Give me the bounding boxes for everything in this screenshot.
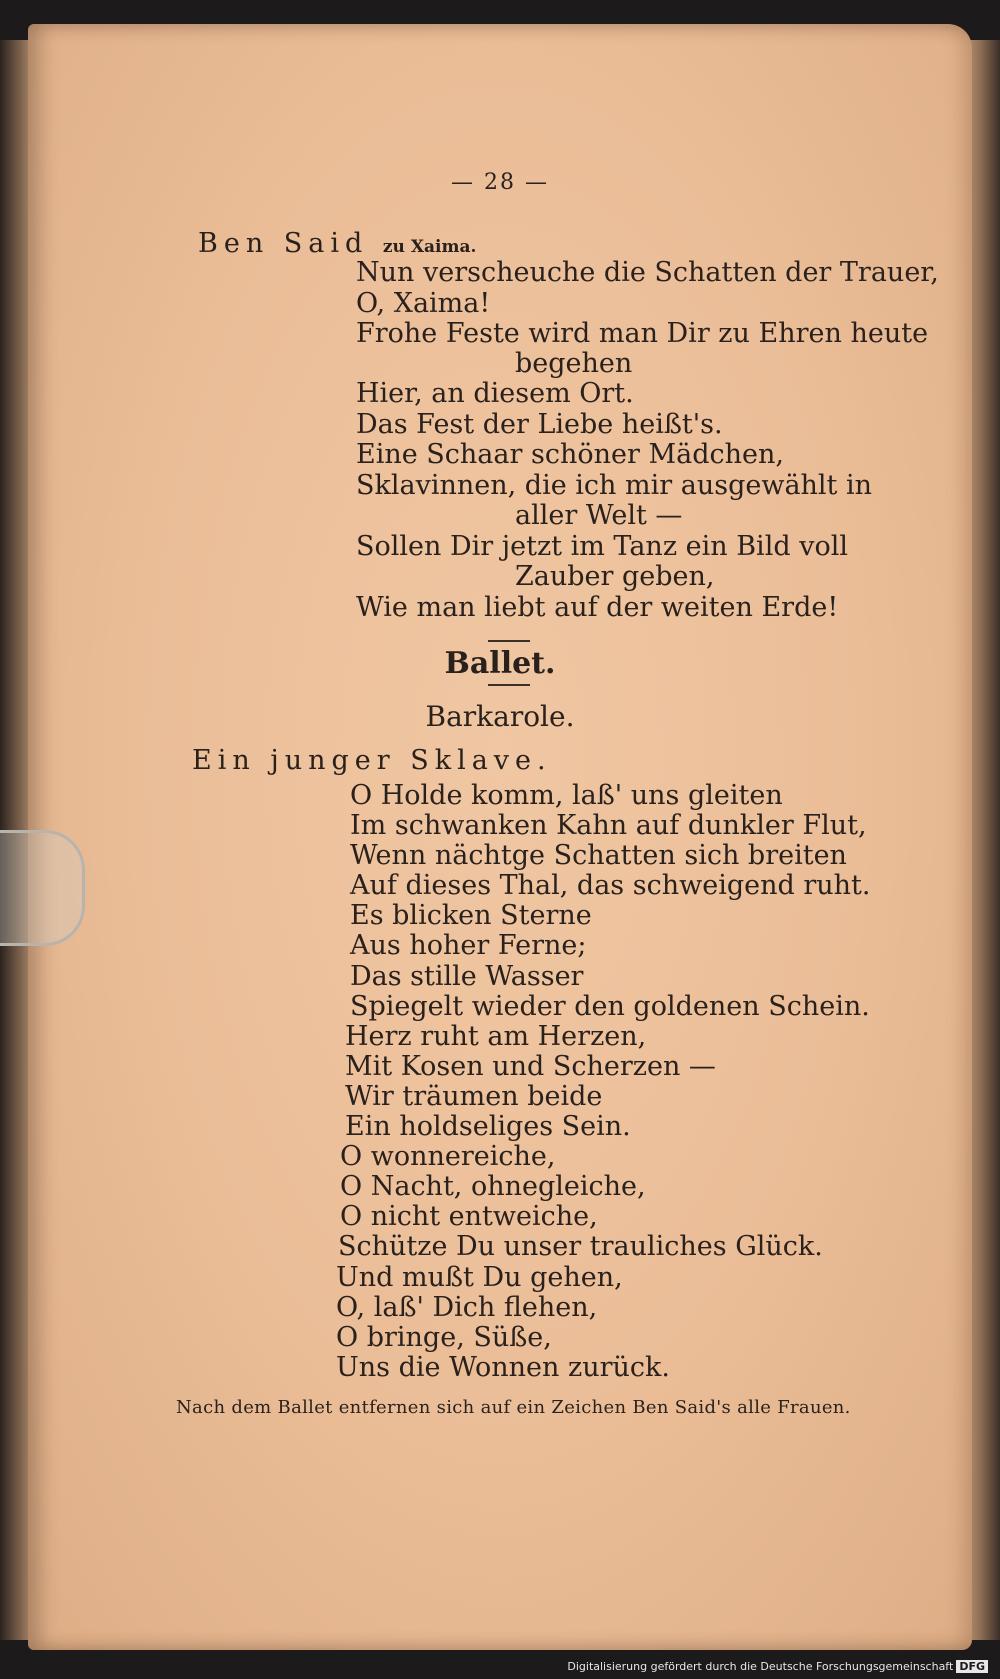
verse-line: Wir träumen beide <box>345 1081 603 1112</box>
verse-line: Aus hoher Ferne; <box>350 930 587 961</box>
heading-ballet: Ballet. <box>444 646 556 681</box>
speaker-ben-said <box>198 228 476 259</box>
verse-line: Frohe Feste wird man Dir zu Ehren heute <box>356 318 929 349</box>
verse-line: aller Welt — <box>515 500 683 531</box>
rule-above-ballet <box>488 640 530 642</box>
verse-line: Das Fest der Liebe heißt's. <box>356 409 723 440</box>
verse-line: Wie man liebt auf der weiten Erde! <box>356 592 839 623</box>
verse-line: Sollen Dir jetzt im Tanz ein Bild voll <box>356 531 848 562</box>
verse-line: Ein holdseliges Sein. <box>345 1111 631 1142</box>
verse-line: O, laß' Dich flehen, <box>336 1292 598 1323</box>
verse-line: Auf dieses Thal, das schweigend ruht. <box>350 870 871 901</box>
verse-line: Das stille Wasser <box>350 961 584 992</box>
verse-line: O nicht entweiche, <box>340 1201 598 1232</box>
verse-line: Schütze Du unser trauliches Glück. <box>338 1231 823 1262</box>
rule-below-ballet <box>488 684 530 686</box>
verse-line: Spiegelt wieder den goldenen Schein. <box>350 991 870 1022</box>
verse-line: Und mußt Du gehen, <box>336 1262 623 1293</box>
speaker-junger-sklave: Ein junger Sklave. <box>192 745 552 776</box>
verse-line: O bringe, Süße, <box>336 1322 552 1353</box>
verse-line: Eine Schaar schöner Mädchen, <box>356 439 784 470</box>
heading-barkarole: Barkarole. <box>425 700 575 733</box>
credit-text: Digitalisierung gefördert durch die Deutsche Forschungsgemeinschaft <box>567 1660 954 1673</box>
verse-line: Zauber geben, <box>515 561 715 592</box>
verse-line: Im schwanken Kahn auf dunkler Flut, <box>350 810 867 841</box>
dfg-logo: DFG <box>956 1660 988 1673</box>
verse-line: begehen <box>515 348 633 379</box>
speaker-name: Ben Said <box>198 228 369 259</box>
verse-line: Herz ruht am Herzen, <box>345 1021 647 1052</box>
verse-line: Uns die Wonnen zurück. <box>336 1352 670 1383</box>
verse-line: O wonnereiche, <box>340 1141 556 1172</box>
verse-line: O Holde komm, laß' uns gleiten <box>350 780 783 811</box>
verse-line: O Nacht, ohnegleiche, <box>340 1171 646 1202</box>
page-number: — 28 — <box>451 170 549 195</box>
verse-line: Sklavinnen, die ich mir ausgewählt in <box>356 470 873 501</box>
verse-line: O, Xaima! <box>356 288 491 319</box>
verse-line: Es blicken Sterne <box>350 900 592 931</box>
page-clip <box>0 830 85 946</box>
speaker-stage-direction: zu Xaima. <box>382 237 477 257</box>
verse-line: Nun verscheuche die Schatten der Trauer, <box>356 257 939 288</box>
verse-line: Hier, an diesem Ort. <box>356 378 634 409</box>
verse-line: Wenn nächtge Schatten sich breiten <box>350 840 847 871</box>
digitization-credit <box>567 1660 988 1673</box>
closing-stage-direction: Nach dem Ballet entfernen sich auf ein Zeichen Ben Said's alle Frauen. <box>176 1397 851 1418</box>
verse-line: Mit Kosen und Scherzen — <box>345 1051 716 1082</box>
